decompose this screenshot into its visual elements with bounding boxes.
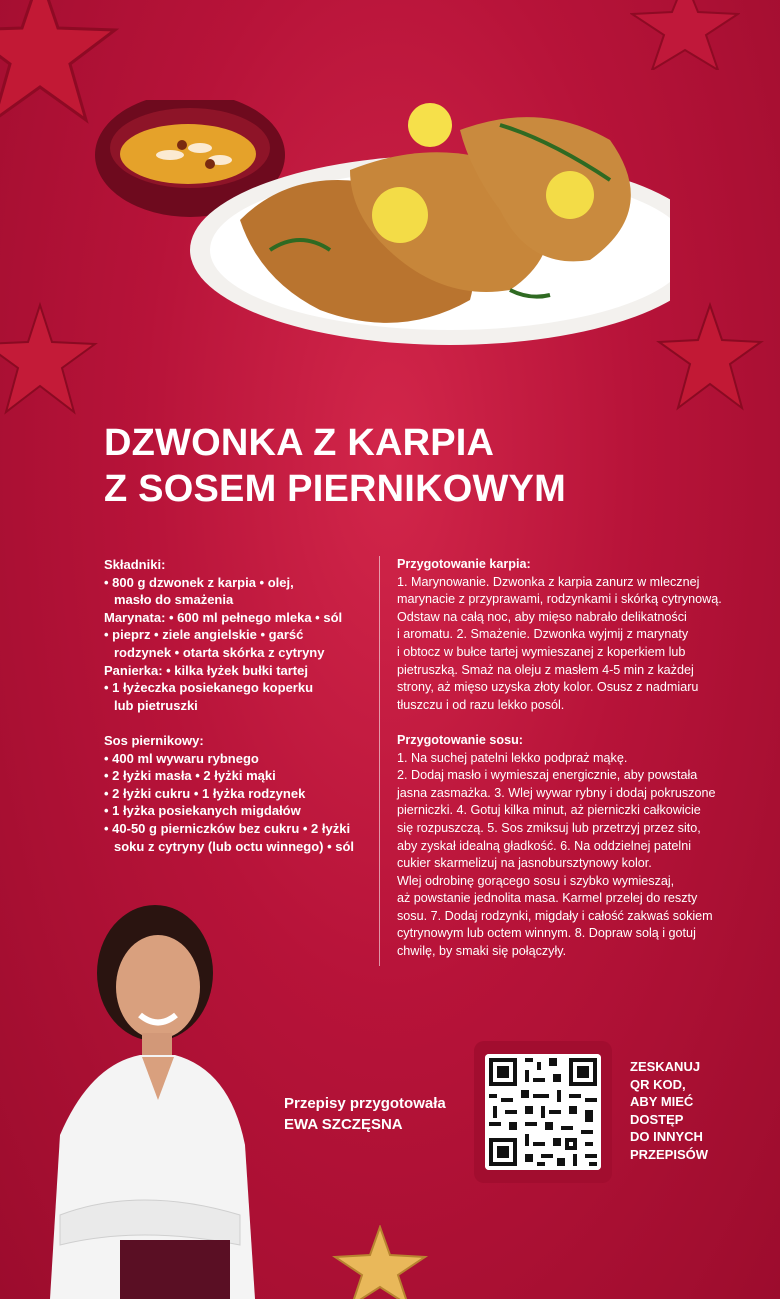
prep-line: tłuszczu i od razu lekko posól. <box>397 697 565 712</box>
ingredients-heading: Składniki: <box>104 557 166 572</box>
prep-line: 2. Dodaj masło i wymieszaj energicznie, aby powstała <box>397 768 698 783</box>
qr-prompt-line: ABY MIEĆ <box>630 1094 694 1109</box>
star-decoration-gold <box>330 1225 430 1299</box>
prep-line: i aromatu. 2. Smażenie. Dzwonka wyjmij z marynaty <box>397 627 689 642</box>
prep-line: strony, aż mięso uzyska złoty kolor. Osusz z nadmiaru <box>397 680 699 695</box>
qr-prompt-line: QR KOD, <box>630 1076 686 1092</box>
qr-prompt-line: DO INNYCH <box>630 1129 703 1144</box>
prep-line: i obtocz w bułce tartej wymieszanej z koperkiem lub <box>397 644 686 659</box>
qr-code[interactable] <box>485 1054 601 1170</box>
ingredient-line: • 40-50 g pierniczków bez cukru • 2 łyżki <box>104 820 351 836</box>
ingredient-line: Panierka: • kilka łyżek bułki tartej <box>104 662 308 678</box>
ingredient-line: • 1 łyżka posiekanych migdałów <box>104 803 301 819</box>
dish-photo <box>70 100 670 360</box>
ingredient-line: • 2 łyżki masła • 2 łyżki mąki <box>104 768 276 784</box>
ingredient-line: Marynata: • 600 ml pełnego mleka • sól <box>104 609 343 625</box>
ingredient-line: • pieprz • ziele angielskie • garść <box>104 627 304 643</box>
qr-prompt <box>630 1058 740 1163</box>
ingredients-list <box>104 574 364 715</box>
ingredient-line: soku z cytryny (lub octu winnego) • sól <box>114 838 355 854</box>
title-line-1: DZWONKA Z KARPIA <box>104 422 495 464</box>
carp-prep-text <box>397 574 727 715</box>
qr-prompt-line: DOSTĘP <box>630 1111 684 1127</box>
credit-label: Przepisy przygotowała <box>284 1095 446 1112</box>
column-divider <box>379 556 380 966</box>
prep-line: aby zyskał idealną gładkość. 6. Na oddzielnej patelni <box>397 838 692 853</box>
sauce-ingredients-heading: Sos piernikowy: <box>104 732 204 748</box>
sauce-prep-heading: Przygotowanie sosu: <box>397 732 523 747</box>
ingredient-line: • 1 łyżeczka posiekanego koperku <box>104 680 314 696</box>
qr-prompt-line: ZESKANUJ <box>630 1059 701 1074</box>
chef-portrait <box>30 895 260 1299</box>
ingredient-line: lub pietruszki <box>114 697 198 713</box>
author-name: EWA SZCZĘSNA <box>284 1116 403 1133</box>
preparation-column <box>397 556 727 961</box>
prep-line: pierniczki. 4. Gotuj kilka minut, aż pierniczki całkowicie <box>397 803 701 818</box>
prep-line: cukier skarmelizuj na jasnobursztynowy kolor. <box>397 856 652 871</box>
ingredient-line: rodzynek • otarta skórka z cytryny <box>114 644 325 660</box>
prep-line: Odstaw na całą noc, aby mięso nabrało delikatności <box>397 609 687 624</box>
ingredients-column <box>104 556 364 855</box>
prep-line: 1. Na suchej patelni lekko podpraż mąkę. <box>397 750 628 765</box>
prep-line: pietruszką. Smaż na oleju z masłem 4-5 min z każdej <box>397 662 694 677</box>
prep-line: aż powstanie jednolita masa. Karmel przelej do reszty <box>397 891 698 906</box>
prep-line: marynacie z przyprawami, rodzynkami i skórką cytrynową. <box>397 592 722 607</box>
prep-line: 1. Marynowanie. Dzwonka z karpia zanurz w mlecznej <box>397 574 700 589</box>
title-line-2: Z SOSEM PIERNIKOWYM <box>104 468 566 510</box>
prep-line: sosu. 7. Dodaj rodzynki, migdały i całość zakwaś sokiem <box>397 908 713 923</box>
ingredient-line: masło do smażenia <box>114 592 234 608</box>
prep-line: chwilę, by smaki się połączyły. <box>397 944 567 959</box>
ingredient-line: • 800 g dzwonek z karpia • olej, <box>104 574 294 590</box>
prep-line: jasna zasmażka. 3. Wlej wywar rybny i dodaj pokruszone <box>397 785 716 800</box>
star-decoration-right <box>655 300 765 415</box>
qr-code-frame[interactable] <box>474 1041 612 1183</box>
carp-prep-heading: Przygotowanie karpia: <box>397 557 531 571</box>
star-decoration-top-right <box>630 0 740 70</box>
sauce-prep-text <box>397 750 727 961</box>
prep-line: Wlej odrobinę gorącego sosu i szybko wymieszaj, <box>397 873 675 888</box>
ingredient-line: • 2 łyżki cukru • 1 łyżka rodzynek <box>104 785 306 801</box>
prep-line: cytrynowym lub octem winnym. 8. Dopraw solą i gotuj <box>397 926 696 941</box>
sauce-ingredients-list <box>104 750 364 856</box>
ingredient-line: • 400 ml wywaru rybnego <box>104 750 259 766</box>
qr-prompt-line: PRZEPISÓW <box>630 1146 709 1162</box>
prep-line: się rozpuszczą. 5. Sos zmiksuj lub przetrzyj przez sito, <box>397 820 701 835</box>
author-credit <box>284 1093 446 1135</box>
recipe-title <box>104 420 566 512</box>
